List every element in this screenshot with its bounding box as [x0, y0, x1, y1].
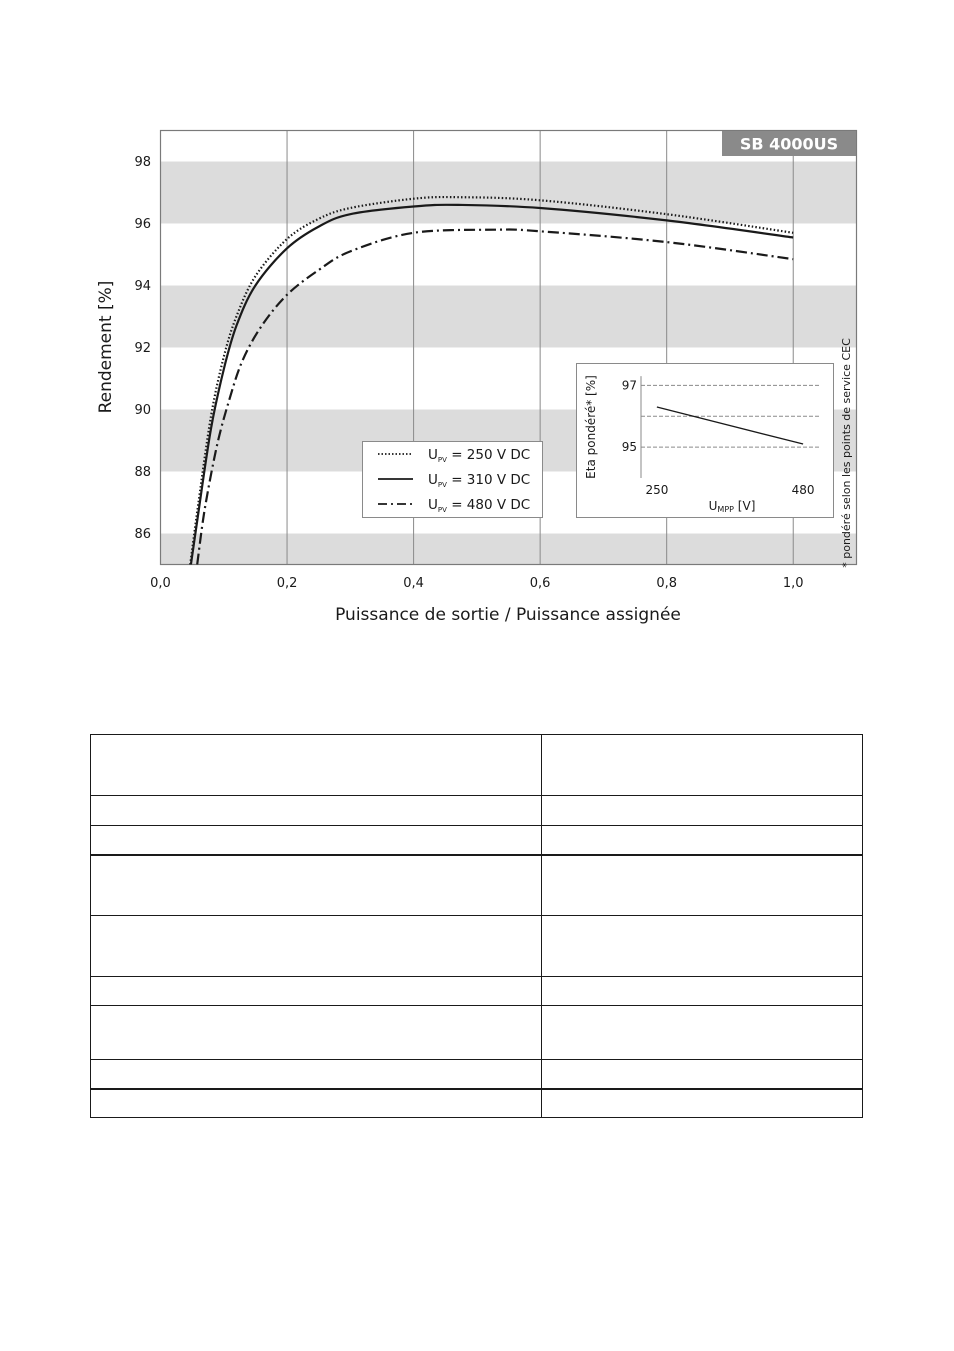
spec-table: [90, 734, 863, 1118]
inset-x-title: UMPP [V]: [708, 499, 756, 514]
x-axis-title: Puissance de sortie / Puissance assignée: [335, 605, 681, 625]
cec-footnote: * pondéré selon les points de service CEC: [840, 338, 853, 568]
table-cell: [542, 1089, 863, 1118]
table-row: [91, 855, 863, 916]
table-row: [91, 1006, 863, 1060]
y-tick-label: 98: [134, 155, 151, 170]
table-cell: [542, 916, 863, 977]
y-tick-label: 92: [134, 341, 151, 356]
inset-x-tick: 480: [791, 483, 815, 497]
table-cell: [91, 1060, 542, 1089]
y-tick-label: 90: [134, 403, 151, 418]
y-tick-label: 86: [134, 527, 151, 542]
table-row: [91, 1089, 863, 1118]
table-cell: [91, 1006, 542, 1060]
table-cell: [542, 826, 863, 855]
legend-label: $U_{PV} = 250$ V DC: [428, 447, 531, 464]
y-tick-label: 94: [134, 279, 151, 294]
x-tick-labels: [150, 576, 803, 591]
table-row: [91, 977, 863, 1006]
table-cell: [542, 735, 863, 796]
table-row: [91, 826, 863, 855]
inset-x-tick: 250: [645, 483, 669, 497]
x-tick-label: 0,2: [276, 576, 298, 591]
legend-label: $U_{PV} = 480$ V DC: [428, 497, 531, 514]
x-tick-label: 0,4: [403, 576, 424, 591]
gray-band: [161, 162, 857, 224]
inset-y-tick: 97: [621, 378, 637, 393]
legend: [363, 442, 543, 518]
table-row: [91, 1060, 863, 1089]
model-badge-text: SB 4000US: [739, 134, 839, 154]
y-tick-labels: [134, 155, 151, 542]
inset-y-tick: 95: [621, 440, 637, 455]
y-axis-title: Rendement [%]: [96, 280, 116, 414]
x-tick-label: 0,8: [656, 576, 678, 591]
inset-y-title: Eta pondéré* [%]: [584, 375, 598, 479]
table-cell: [91, 735, 542, 796]
x-tick-label: 0,0: [150, 576, 171, 591]
table-cell: [542, 855, 863, 916]
inset-chart: [577, 364, 834, 518]
table-cell: [91, 826, 542, 855]
gray-band: [161, 286, 857, 348]
table-cell: [91, 1089, 542, 1118]
x-tick-label: 1,0: [782, 576, 804, 591]
table-row: [91, 735, 863, 796]
table-cell: [542, 977, 863, 1006]
gray-band: [161, 534, 857, 565]
table-cell: [91, 916, 542, 977]
y-tick-label: 96: [134, 217, 151, 232]
table-row: [91, 796, 863, 826]
y-tick-label: 88: [134, 465, 151, 480]
table-cell: [542, 1060, 863, 1089]
table-cell: [542, 796, 863, 826]
table-cell: [91, 977, 542, 1006]
x-tick-label: 0,6: [529, 576, 551, 591]
table-cell: [542, 1006, 863, 1060]
table-cell: [91, 796, 542, 826]
table-row: [91, 916, 863, 977]
legend-label: $U_{PV} = 310$ V DC: [428, 472, 531, 489]
table-cell: [91, 855, 542, 916]
